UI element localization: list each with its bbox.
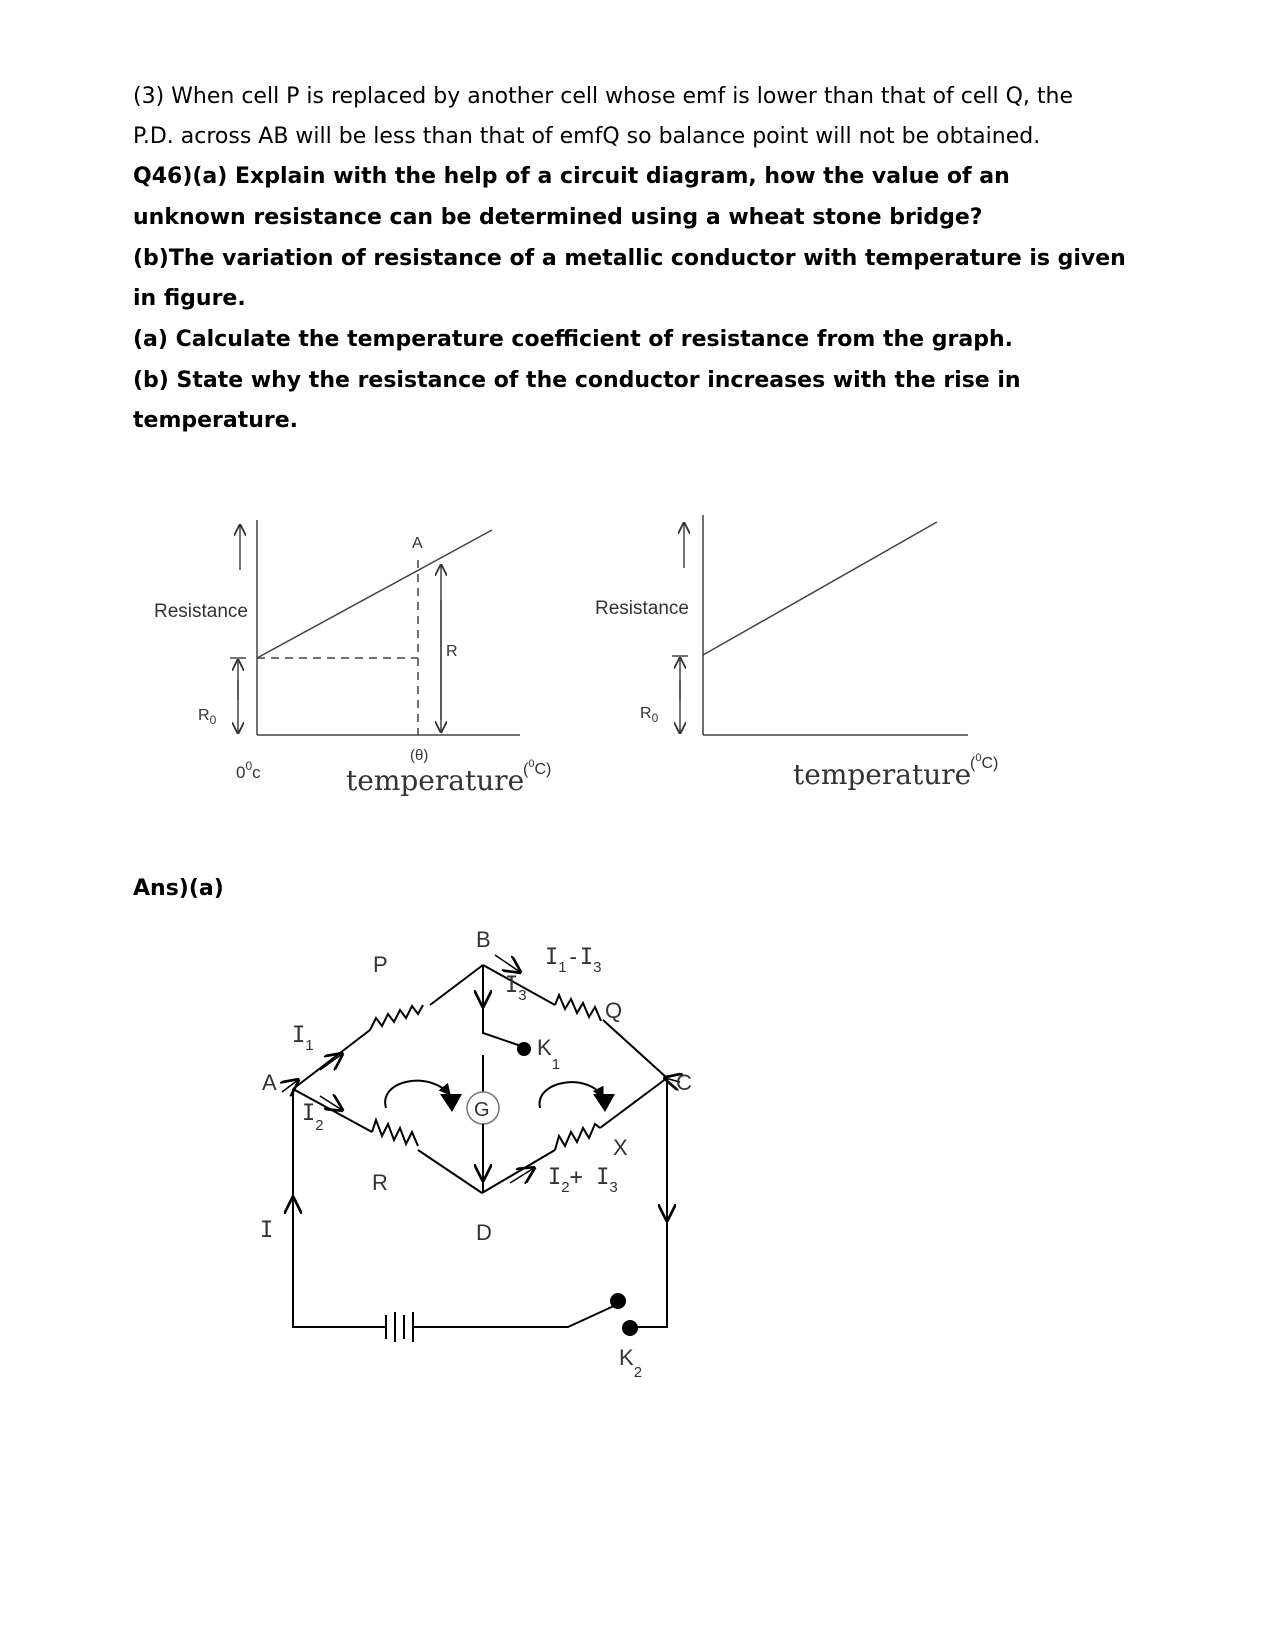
label-b: B: [476, 927, 491, 952]
resistor-q: [555, 995, 601, 1021]
graph1-point-a: A: [412, 535, 423, 552]
graph1-r0: $R_0$: [198, 707, 217, 727]
label-i2: $I_2$: [302, 1101, 324, 1134]
graph-resistance-vs-temperature-2: [672, 515, 968, 735]
graph-resistance-vs-temperature-1: [230, 520, 520, 735]
q46-line-2: unknown resistance can be determined using a wheat stone bridge?: [133, 205, 983, 230]
qb-state-line-1: (b) State why the resistance of the conductor increases with the rise in: [133, 368, 1021, 393]
circuit-labels: [260, 927, 692, 1381]
label-a: A: [262, 1070, 277, 1095]
label-i1: $I_1$: [292, 1023, 314, 1054]
graph2-unit: ($^0$C): [970, 752, 999, 772]
para-3-line-2: P.D. across AB will be less than that of emfQ so balance point will not be obtained.: [133, 124, 1041, 149]
wire-p-to-b: [430, 965, 483, 1005]
graph1-r-label: R: [446, 643, 458, 660]
key-k2-contact-bottom: [622, 1320, 638, 1336]
wire-r-to-d: [418, 1150, 482, 1193]
curved-arrow-right: [540, 1082, 603, 1108]
qa-calc: (a) Calculate the temperature coefficient of resistance from the graph.: [133, 327, 1013, 352]
wire-battery-to-k2: [413, 1305, 616, 1327]
label-p: P: [373, 952, 388, 977]
arrowhead-right-loop: [593, 1094, 615, 1112]
label-g: G: [474, 1099, 490, 1121]
arrow-i1: [320, 1054, 342, 1070]
label-i3: $I_3$: [505, 973, 527, 1004]
label-i2-plus-i3: $I_2+ I_3$: [548, 1165, 618, 1196]
graph2-line: [703, 522, 937, 655]
wire-d-to-x: [482, 1150, 555, 1193]
label-q: Q: [605, 998, 623, 1023]
graph2-xlabel: temperature: [793, 758, 972, 791]
arrowhead-left-loop: [440, 1094, 462, 1112]
q46-line-1: Q46)(a) Explain with the help of a circuit diagram, how the value of an: [133, 164, 1010, 189]
qb-line-2: in figure.: [133, 286, 246, 311]
label-r: R: [372, 1170, 388, 1195]
answer-label: Ans)(a): [133, 876, 224, 901]
label-i: I: [260, 1218, 274, 1243]
wire-c-outer: [633, 1078, 667, 1327]
graph2-labels: [595, 598, 998, 791]
key-k2-contact-top: [610, 1293, 626, 1309]
resistor-p: [370, 1005, 423, 1030]
graph1-unit: ($^0$C): [523, 758, 552, 778]
label-k1: $K_1$: [537, 1035, 561, 1073]
graph1-line: [257, 530, 492, 658]
graph1-theta: (θ): [410, 747, 429, 764]
graph1-xlabel: temperature: [346, 764, 525, 797]
qb-state-line-2: temperature.: [133, 408, 299, 433]
wire-q-to-c: [603, 1020, 667, 1078]
graph1-origin: $0^0c$: [236, 759, 261, 782]
resistor-x: [555, 1124, 600, 1150]
label-k2: $K_2$: [619, 1345, 643, 1381]
arrow-i2: [320, 1096, 342, 1110]
graph2-ylabel: Resistance: [595, 598, 689, 619]
key-k1-contact: [517, 1042, 531, 1056]
label-c: C: [676, 1070, 692, 1095]
para-3-line-1: (3) When cell P is replaced by another cell whose emf is lower than that of cell Q, the: [133, 84, 1074, 109]
label-i1-minus-i3: $I_1-I_3$: [545, 945, 602, 976]
label-x: X: [613, 1135, 628, 1160]
graph1-labels: [154, 535, 551, 797]
qb-line-1: (b)The variation of resistance of a metallic conductor with temperature is given: [133, 246, 1126, 271]
graph2-r0: $R_0$: [640, 705, 659, 725]
arrow-i1-i3: [495, 955, 520, 972]
graph1-ylabel: Resistance: [154, 601, 248, 622]
label-d: D: [476, 1220, 492, 1245]
wire-x-to-c: [600, 1078, 667, 1128]
resistor-r: [372, 1120, 418, 1146]
